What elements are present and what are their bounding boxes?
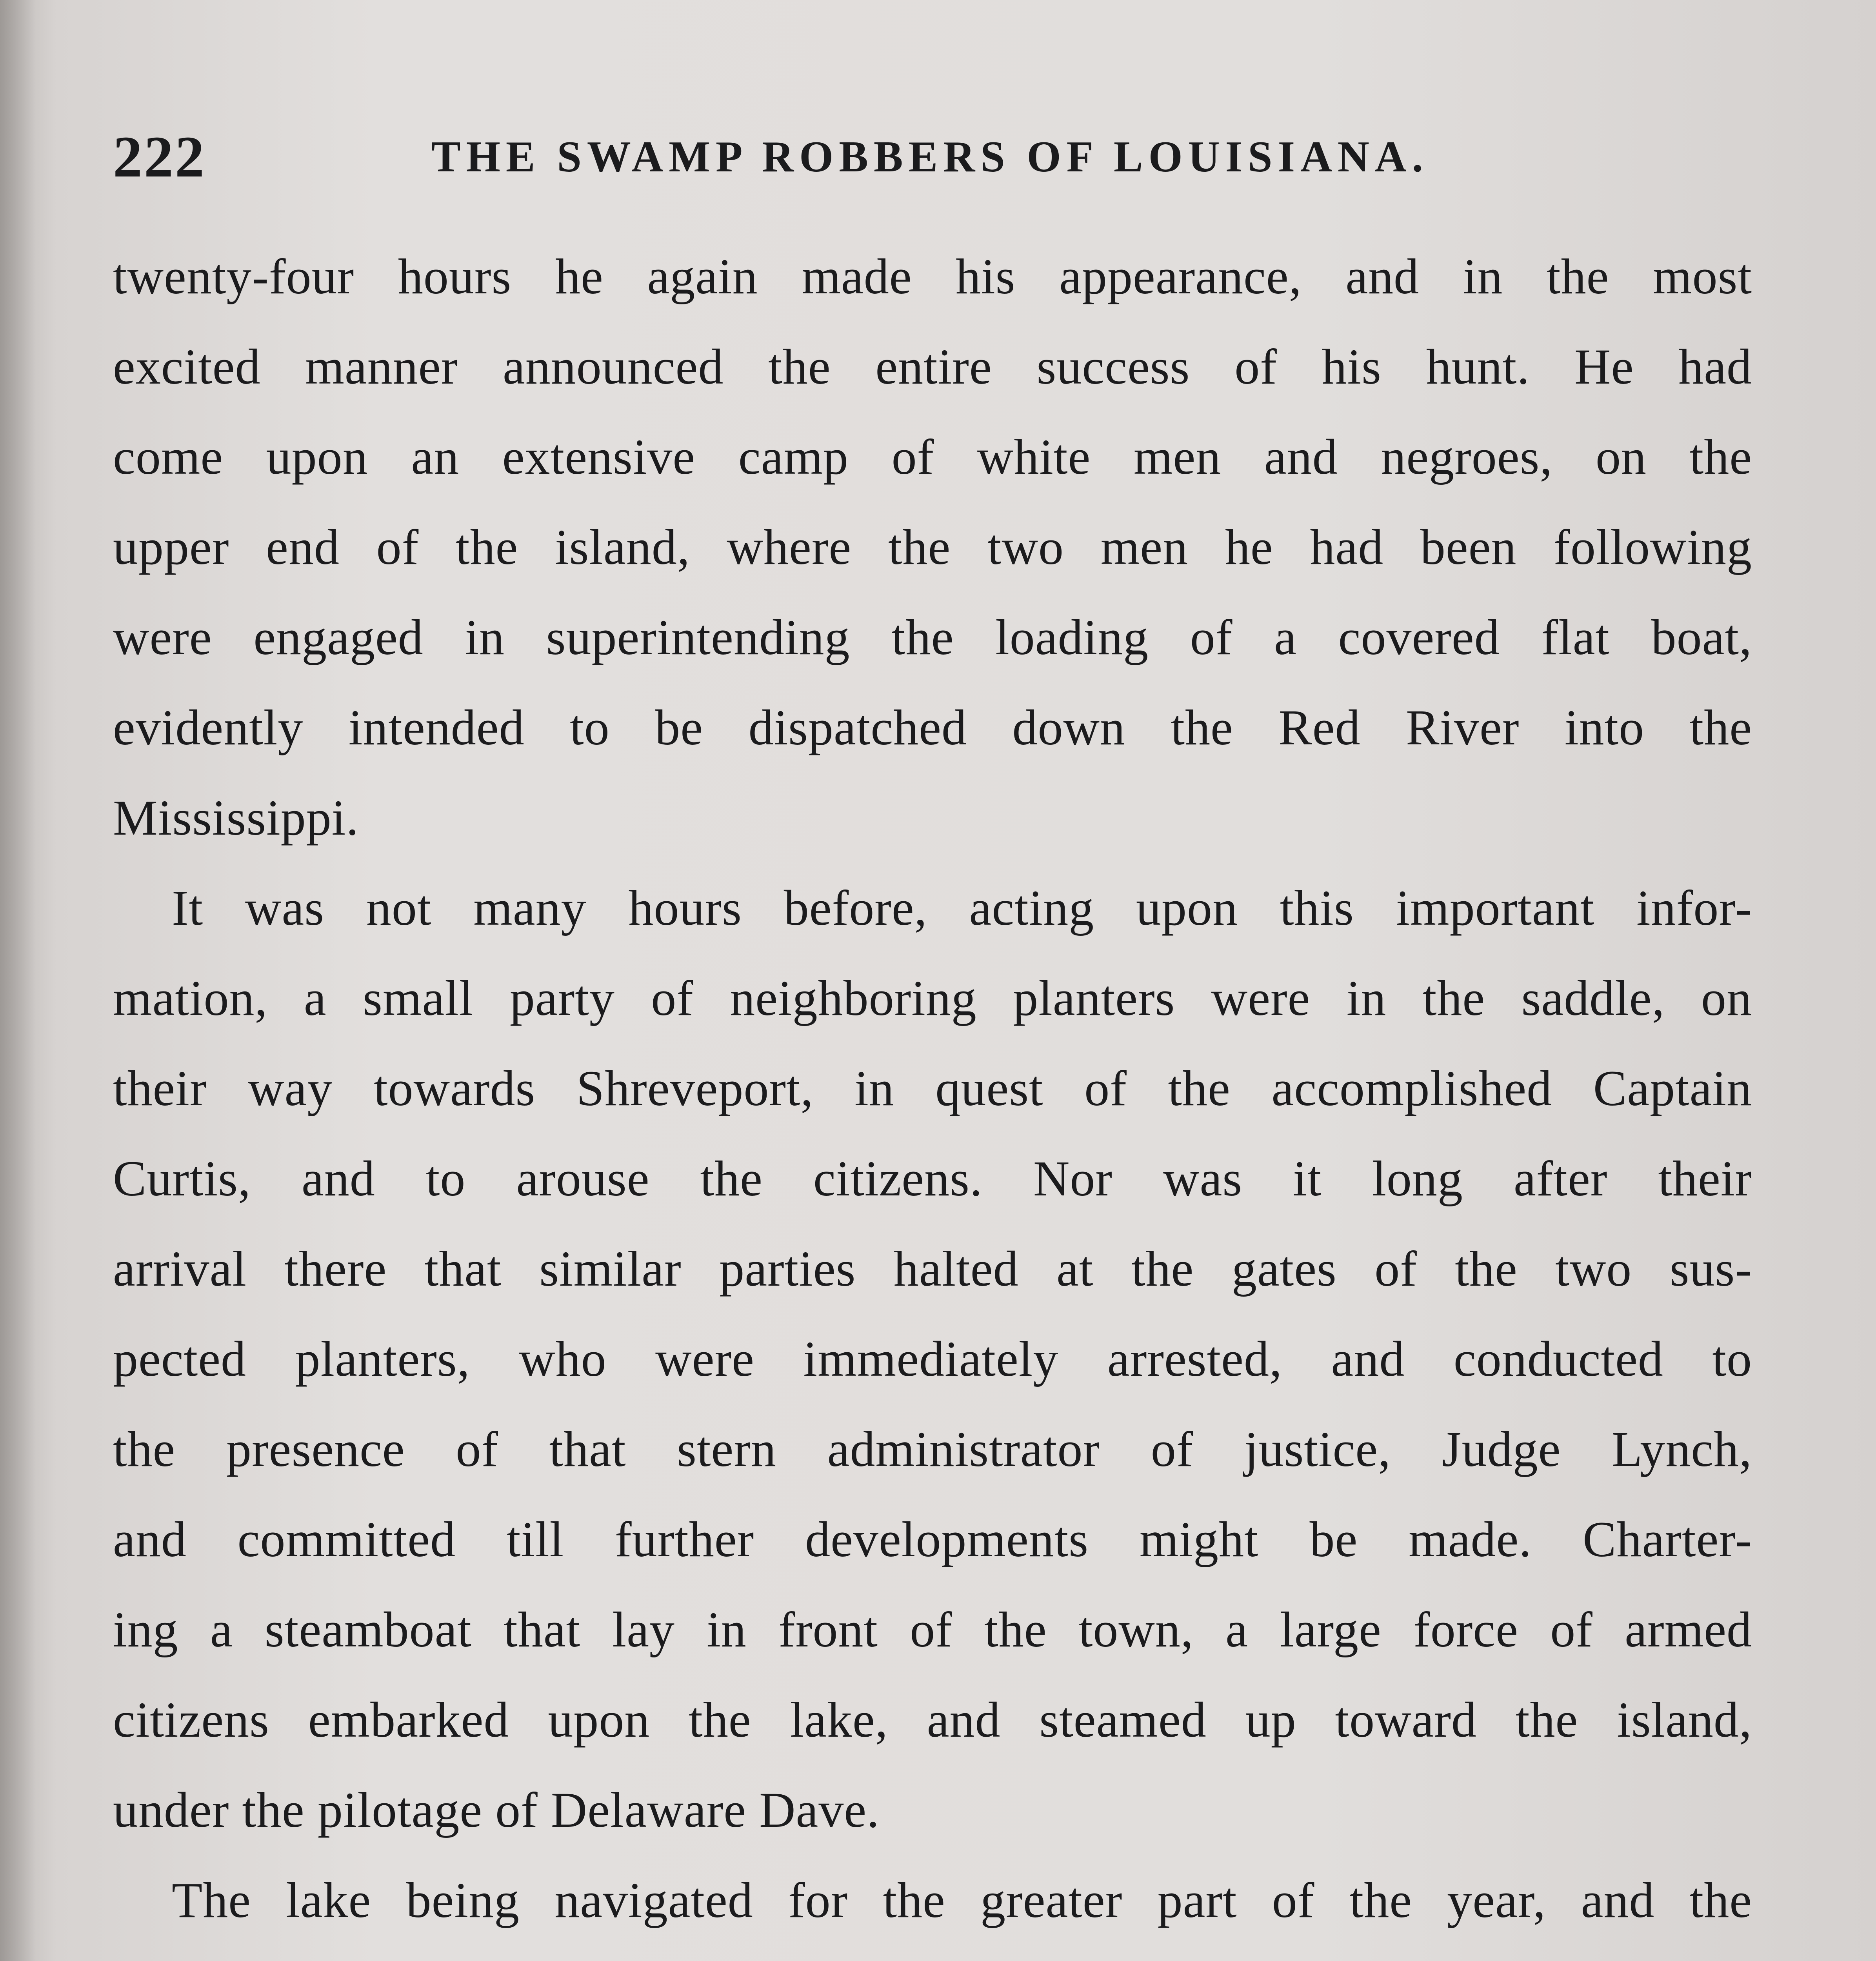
- body-text: [113, 231, 1752, 1961]
- text-line: the presence of that stern administrator of justice, Judge Lynch,: [113, 1421, 1752, 1477]
- page-number: 222: [113, 124, 206, 189]
- text-line: Mississippi.: [113, 790, 359, 846]
- text-line: twenty-four hours he again made his appearance, and in the most: [113, 249, 1752, 304]
- text-line: citizens embarked upon the lake, and steamed up toward the island,: [113, 1692, 1752, 1748]
- text-line: Curtis, and to arouse the citizens. Nor was it long after their: [113, 1151, 1752, 1206]
- text-line: and committed till further developments might be made. Charter-: [113, 1512, 1752, 1567]
- text-line: come upon an extensive camp of white men and negroes, on the: [113, 429, 1752, 485]
- running-head: [0, 118, 1876, 196]
- text-line: were engaged in superintending the loading of a covered flat boat,: [113, 609, 1752, 665]
- text-line: excited manner announced the entire success of his hunt. He had: [113, 339, 1752, 395]
- paragraph: [113, 231, 1752, 863]
- paragraph: [113, 1855, 1752, 1961]
- text-line: upper end of the island, where the two men he had been following: [113, 519, 1752, 575]
- text-line: mation, a small party of neighboring planters were in the saddle, on: [113, 970, 1752, 1026]
- running-title: THE SWAMP ROBBERS OF LOUISIANA.: [431, 133, 1429, 181]
- text-line: The lake being navigated for the greater part of the year, and the: [172, 1872, 1752, 1928]
- text-line: pected planters, who were immediately arrested, and conducted to: [113, 1331, 1752, 1387]
- text-line: arrival there that similar parties halted at the gates of the two sus-: [113, 1241, 1752, 1297]
- paragraph: [113, 863, 1752, 1855]
- text-line: It was not many hours before, acting upon this important infor-: [172, 880, 1752, 936]
- text-line: under the pilotage of Delaware Dave.: [113, 1782, 880, 1838]
- text-line: their way towards Shreveport, in quest of the accomplished Captain: [113, 1061, 1752, 1116]
- text-line: evidently intended to be dispatched down the Red River into the: [113, 700, 1752, 755]
- text-line: [113, 1945, 1752, 1961]
- page-fold-shadow: [0, 0, 35, 1961]
- text-line: ing a steamboat that lay in front of the town, a large force of armed: [113, 1602, 1752, 1657]
